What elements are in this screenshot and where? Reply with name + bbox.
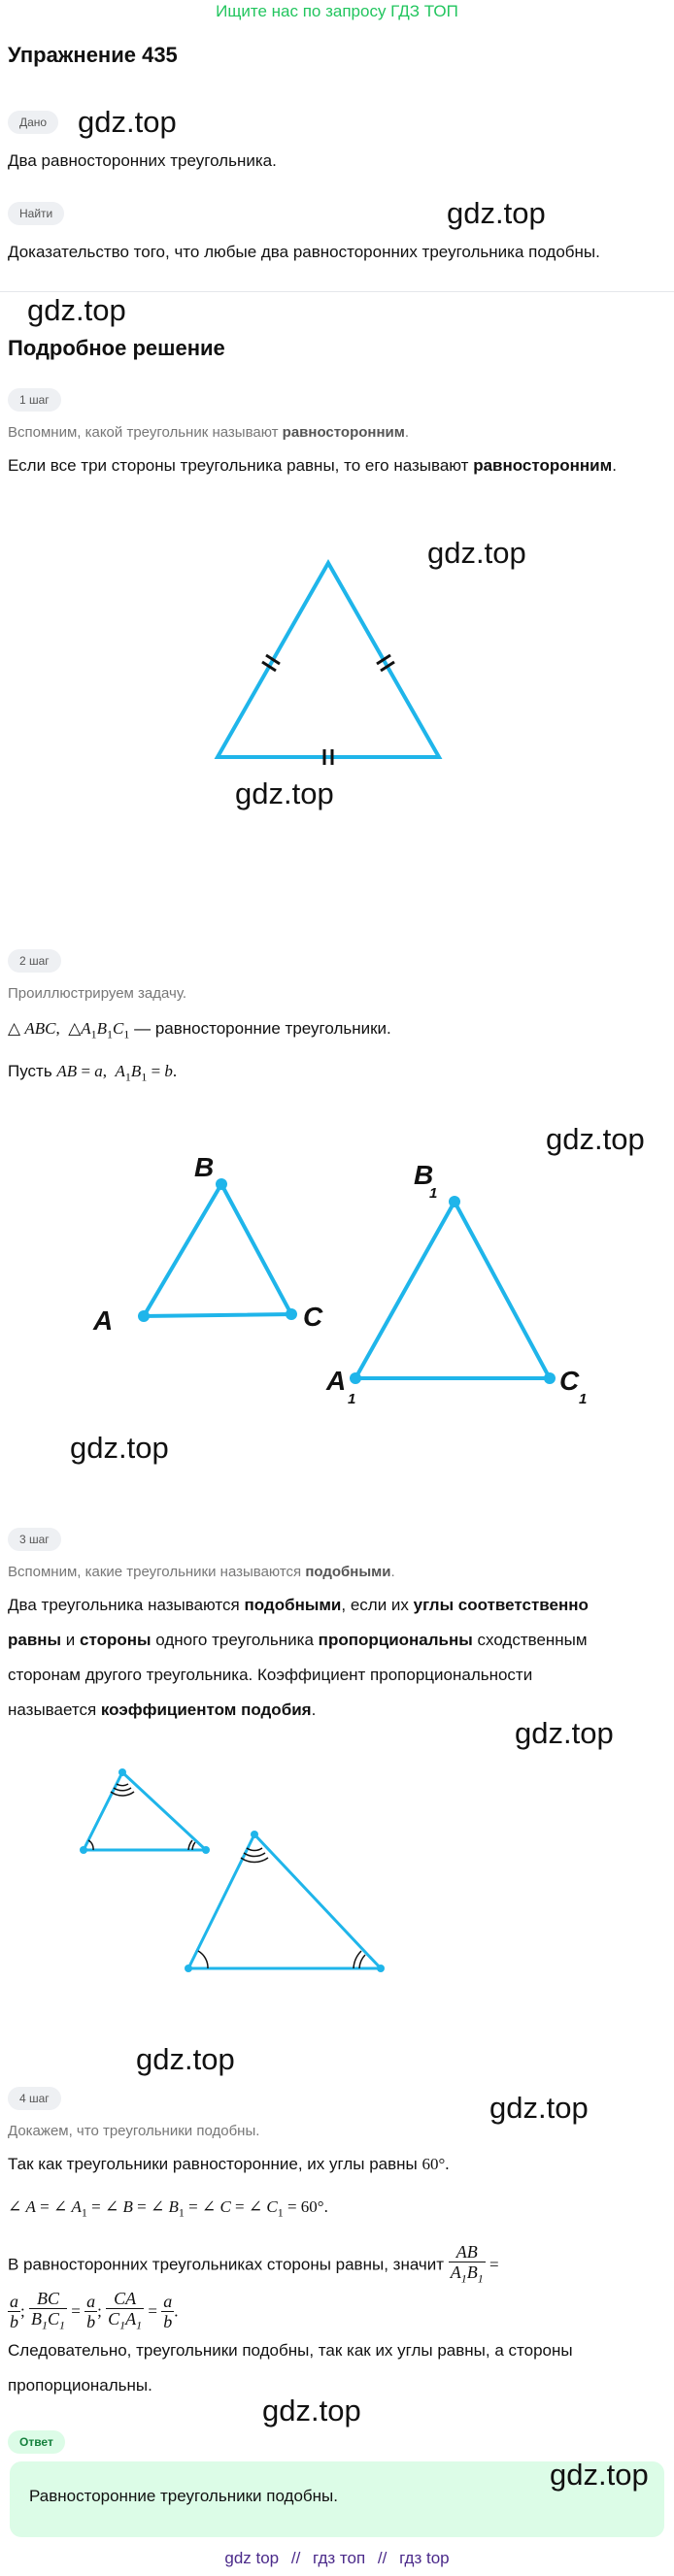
label-c: C (303, 1302, 323, 1332)
label-b1-sub: 1 (429, 1185, 438, 1202)
page-title: Упражнение 435 (8, 43, 178, 67)
watermark: gdz.top (427, 536, 526, 570)
answer-text: Равносторонние треугольники подобны. (29, 2487, 338, 2505)
step3-tag: 3 шаг (8, 1528, 61, 1551)
footer-link-3[interactable]: гдз top (399, 2549, 450, 2567)
step3-line4: называется коэффициентом подобия. (8, 1701, 317, 1719)
footer-link-2[interactable]: гдз топ (313, 2549, 366, 2567)
step1-tag: 1 шаг (8, 388, 61, 412)
step2-line1: △ ABC, $\triangle A_1B_1C_1$ — равносторонние треугольники. (8, 1019, 391, 1041)
footer-link-1[interactable]: gdz top (224, 2549, 280, 2567)
label-a: A (93, 1305, 114, 1336)
watermark: gdz.top (78, 105, 177, 139)
step4-line5: Следовательно, треугольники подобны, так как их углы равны, а стороны (8, 2341, 573, 2360)
equilateral-triangle-figure (204, 553, 456, 767)
footer-sep: // (290, 2549, 301, 2567)
step3-line2: равны и стороны одного треугольника пропорциональны сходственным (8, 1631, 588, 1649)
step2-line2: Пусть AB = a, $A_1B_1 = b$. (8, 1062, 178, 1084)
step2-hint: Проиллюстрируем задачу. (8, 985, 186, 1002)
watermark: gdz.top (546, 1122, 645, 1156)
step3-line1: Два треугольника называются подобными, если их углы соответственно (8, 1596, 589, 1614)
watermark: gdz.top (235, 776, 334, 810)
label-c1-sub: 1 (579, 1391, 588, 1407)
footer-sep: // (377, 2549, 388, 2567)
watermark: gdz.top (70, 1431, 169, 1465)
watermark: gdz.top (515, 1716, 614, 1750)
step2-tag: 2 шаг (8, 949, 61, 973)
watermark: gdz.top (447, 196, 546, 230)
find-tag: Найти (8, 202, 64, 225)
step4-line1: Так как треугольники равносторонние, их углы равны 60°. (8, 2155, 450, 2173)
similar-triangles-figure (68, 1757, 398, 1980)
divider (0, 291, 674, 292)
label-c1: C (559, 1366, 580, 1396)
search-hint[interactable]: Ищите нас по запросу ГДЗ ТОП (216, 2, 458, 20)
step4-line2: ∠ A = ∠ $A_1$ = ∠ B = ∠ $B_1$ = ∠ C = ∠ $C_1 = 60^\circ$. (8, 2197, 328, 2220)
label-a1: A (326, 1366, 347, 1396)
watermark: gdz.top (262, 2394, 361, 2427)
step4-line4: $\frac{a}{b}$ ; $\frac{BC}{B_1C_1}$ = $\frac{a}{b}$ ; $\frac{CA}{C_1A_1}$ = $\frac{a}{b}$ . (10, 2289, 179, 2332)
step3-hint: Вспомним, какие треугольники называются подобными. (8, 1564, 395, 1580)
step4-hint: Докажем, что треугольники подобны. (8, 2123, 260, 2139)
given-tag: Дано (8, 111, 58, 134)
step4-line3: В равносторонних треугольниках стороны равны, значит $\frac{AB}{A_1B_1}$ = (8, 2242, 499, 2286)
footer-links (0, 2549, 674, 2568)
watermark: gdz.top (27, 293, 126, 327)
label-b1: B (414, 1160, 434, 1190)
step1-hint: Вспомним, какой треугольник называют равносторонним. (8, 424, 410, 441)
watermark: gdz.top (489, 2091, 589, 2125)
step3-line3: сторонам другого треугольника. Коэффициент пропорциональности (8, 1666, 533, 1684)
watermark: gdz.top (136, 2042, 235, 2076)
solution-title: Подробное решение (8, 336, 225, 360)
label-a1-sub: 1 (348, 1391, 356, 1407)
step4-line6: пропорциональны. (8, 2376, 152, 2394)
answer-tag: Ответ (8, 2430, 65, 2454)
step4-tag: 4 шаг (8, 2087, 61, 2110)
two-triangles-figure (87, 1145, 612, 1407)
step1-text: Если все три стороны треугольника равны, то его называют равносторонним. (8, 456, 617, 475)
given-text: Два равносторонних треугольника. (8, 151, 277, 170)
watermark: gdz.top (550, 2458, 649, 2492)
label-b: B (194, 1152, 215, 1182)
find-text: Доказательство того, что любые два равносторонних треугольника подобны. (8, 243, 600, 261)
